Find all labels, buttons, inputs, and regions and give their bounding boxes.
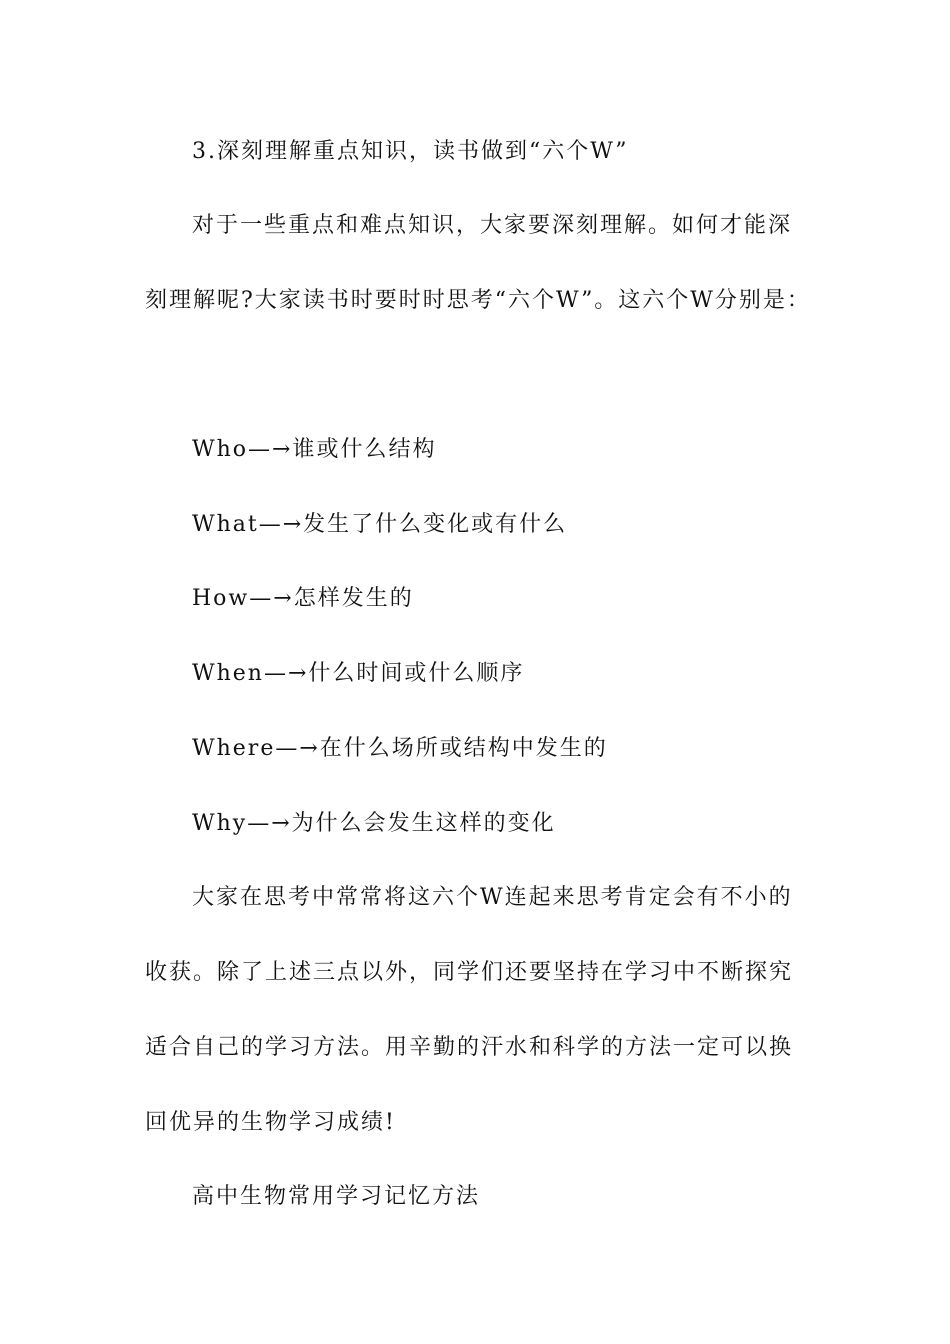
conclusion-line-4: 回优异的生物学习成绩! <box>145 1110 396 1135</box>
section-heading: 3.深刻理解重点知识，读书做到“六个W” <box>192 139 629 164</box>
six-w-item-what: What—→发生了什么变化或有什么 <box>192 512 568 537</box>
intro-line-1: 对于一些重点和难点知识，大家要深刻理解。如何才能深 <box>192 213 793 238</box>
conclusion-line-2: 收获。除了上述三点以外，同学们还要坚持在学习中不断探究 <box>145 960 794 985</box>
six-w-item-when: When—→什么时间或什么顺序 <box>192 661 525 686</box>
conclusion-line-1: 大家在思考中常常将这六个W连起来思考肯定会有不小的 <box>192 885 793 910</box>
intro-line-2: 刻理解呢?大家读书时要时时思考“六个W”。这六个W分别是： <box>145 288 811 313</box>
six-w-item-who: Who—→谁或什么结构 <box>192 437 437 462</box>
six-w-item-how: How—→怎样发生的 <box>192 586 414 611</box>
six-w-item-where: Where—→在什么场所或结构中发生的 <box>192 736 608 761</box>
conclusion-line-3: 适合自己的学习方法。用辛勤的汗水和科学的方法一定可以换 <box>145 1035 794 1060</box>
six-w-item-why: Why—→为什么会发生这样的变化 <box>192 811 556 836</box>
next-section-title: 高中生物常用学习记忆方法 <box>192 1184 481 1209</box>
